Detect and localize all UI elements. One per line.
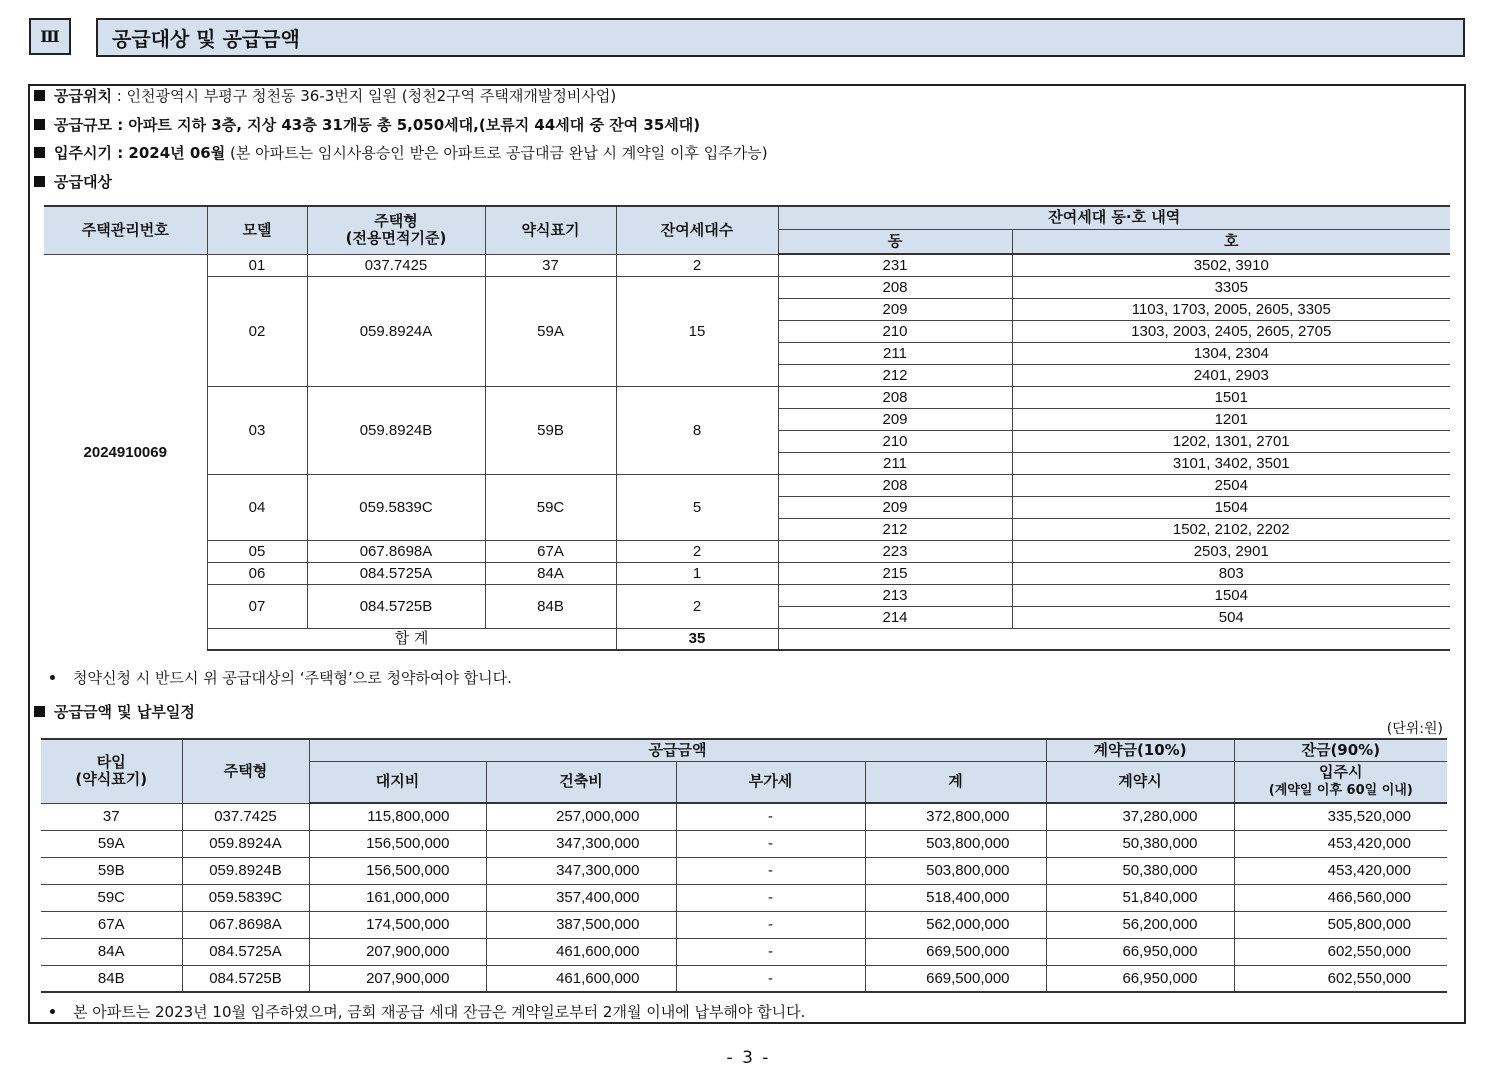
balance-cell: 453,420,000 <box>1234 830 1447 857</box>
price-row <box>41 803 1447 830</box>
dong-cell: 208 <box>778 474 1012 496</box>
land-cost-cell: 207,900,000 <box>309 965 486 992</box>
total-label: 합 계 <box>207 628 616 650</box>
movein-note: (본 아파트는 임시사용승인 받은 아파트로 공급대금 완납 시 계약일 이후 입주가능) <box>225 144 768 162</box>
sum-cell: 669,500,000 <box>865 965 1046 992</box>
price-row <box>41 911 1447 938</box>
ho-cell: 2401, 2903 <box>1012 364 1450 386</box>
balance-cell: 602,550,000 <box>1234 965 1447 992</box>
bullet-square-icon <box>34 90 45 101</box>
house-type-cell: 084.5725B <box>182 965 309 992</box>
balance-cell: 602,550,000 <box>1234 938 1447 965</box>
ho-cell: 1504 <box>1012 496 1450 518</box>
table-header-row <box>44 206 1450 229</box>
table-row <box>44 254 1450 276</box>
dong-cell: 231 <box>778 254 1012 276</box>
price-row <box>41 965 1447 992</box>
building-cost-cell: 461,600,000 <box>486 938 676 965</box>
short-cell: 59A <box>485 276 616 386</box>
supply-scale-line <box>34 116 700 134</box>
supply-location-label: 공급위치 <box>54 87 112 105</box>
supply-location-line <box>34 87 616 105</box>
header-sum: 계 <box>865 761 1046 803</box>
bullet-square-icon <box>34 706 45 717</box>
house-type-cell: 059.8924B <box>307 386 485 474</box>
sum-cell: 518,400,000 <box>865 884 1046 911</box>
dong-cell: 211 <box>778 452 1012 474</box>
building-cost-cell: 461,600,000 <box>486 965 676 992</box>
supply-price-table <box>41 738 1447 993</box>
dong-cell: 210 <box>778 430 1012 452</box>
dong-cell: 212 <box>778 518 1012 540</box>
land-cost-cell: 156,500,000 <box>309 857 486 884</box>
type-cell: 84A <box>41 938 182 965</box>
vat-cell: - <box>676 938 865 965</box>
house-type-cell: 059.8924B <box>182 857 309 884</box>
ho-cell: 1303, 2003, 2405, 2605, 2705 <box>1012 320 1450 342</box>
total-row <box>44 628 1450 650</box>
supply-target-table <box>44 205 1450 651</box>
dong-cell: 214 <box>778 606 1012 628</box>
deposit-cell: 51,840,000 <box>1046 884 1234 911</box>
header-vat: 부가세 <box>676 761 865 803</box>
header-mgmt-no: 주택관리번호 <box>44 206 207 254</box>
ho-cell: 1501 <box>1012 386 1450 408</box>
building-cost-cell: 357,400,000 <box>486 884 676 911</box>
ho-cell: 1103, 1703, 2005, 2605, 3305 <box>1012 298 1450 320</box>
model-cell: 02 <box>207 276 307 386</box>
ho-cell: 2504 <box>1012 474 1450 496</box>
header-remaining: 잔여세대수 <box>616 206 778 254</box>
table-row <box>44 474 1450 496</box>
house-type-cell: 084.5725A <box>182 938 309 965</box>
supply-price-label: 공급금액 및 납부일정 <box>54 703 195 721</box>
dong-cell: 208 <box>778 386 1012 408</box>
ho-cell: 1202, 1301, 2701 <box>1012 430 1450 452</box>
vat-cell: - <box>676 803 865 830</box>
land-cost-cell: 156,500,000 <box>309 830 486 857</box>
ho-cell: 1504 <box>1012 584 1450 606</box>
house-type-cell: 037.7425 <box>182 803 309 830</box>
building-cost-cell: 257,000,000 <box>486 803 676 830</box>
balance-cell: 505,800,000 <box>1234 911 1447 938</box>
header-short: 약식표기 <box>485 206 616 254</box>
house-type-cell: 059.5839C <box>307 474 485 540</box>
sum-cell: 372,800,000 <box>865 803 1046 830</box>
ho-cell: 3101, 3402, 3501 <box>1012 452 1450 474</box>
header-balance-when-line2: (계약일 이후 60일 이내) <box>1268 783 1413 799</box>
price-row <box>41 830 1447 857</box>
building-cost-cell: 387,500,000 <box>486 911 676 938</box>
bullet-dot-icon <box>50 675 55 680</box>
ho-cell: 3502, 3910 <box>1012 254 1450 276</box>
sum-cell: 562,000,000 <box>865 911 1046 938</box>
movein-label: 입주시기 <box>54 144 112 162</box>
land-cost-cell: 161,000,000 <box>309 884 486 911</box>
vat-cell: - <box>676 857 865 884</box>
building-cost-cell: 347,300,000 <box>486 830 676 857</box>
sum-cell: 503,800,000 <box>865 830 1046 857</box>
movein-date: : 2024년 06월 <box>111 144 226 162</box>
dong-cell: 209 <box>778 496 1012 518</box>
header-detail: 잔여세대 동·호 내역 <box>778 206 1450 229</box>
movein-line <box>34 144 768 162</box>
price-row <box>41 938 1447 965</box>
price-row <box>41 884 1447 911</box>
vat-cell: - <box>676 830 865 857</box>
ho-cell: 3305 <box>1012 276 1450 298</box>
header-deposit-when: 계약시 <box>1046 761 1234 803</box>
house-type-cell: 067.8698A <box>307 540 485 562</box>
bullet-square-icon <box>34 147 45 158</box>
deposit-cell: 37,280,000 <box>1046 803 1234 830</box>
model-cell: 06 <box>207 562 307 584</box>
house-type-cell: 059.8924A <box>182 830 309 857</box>
vat-cell: - <box>676 911 865 938</box>
house-type-cell: 084.5725A <box>307 562 485 584</box>
table-row <box>44 276 1450 298</box>
deposit-cell: 50,380,000 <box>1046 830 1234 857</box>
house-type-cell: 059.5839C <box>182 884 309 911</box>
header-land: 대지비 <box>309 761 486 803</box>
table-row <box>44 386 1450 408</box>
balance-cell: 335,520,000 <box>1234 803 1447 830</box>
deposit-cell: 56,200,000 <box>1046 911 1234 938</box>
deposit-cell: 66,950,000 <box>1046 938 1234 965</box>
type-cell: 37 <box>41 803 182 830</box>
note-balance <box>50 1001 805 1022</box>
supply-scale-value: : 아파트 지하 3층, 지상 43층 31개동 총 5,050세대,(보류지 44세대 중 잔여 35세대) <box>111 116 701 134</box>
land-cost-cell: 115,800,000 <box>309 803 486 830</box>
house-type-cell: 059.8924A <box>307 276 485 386</box>
sum-cell: 503,800,000 <box>865 857 1046 884</box>
remaining-count-cell: 2 <box>616 540 778 562</box>
header-type-line1: 타입 <box>96 753 126 772</box>
ho-cell: 803 <box>1012 562 1450 584</box>
dong-cell: 223 <box>778 540 1012 562</box>
sum-cell: 669,500,000 <box>865 938 1046 965</box>
section-title: 공급대상 및 공급금액 <box>96 18 1465 57</box>
model-cell: 03 <box>207 386 307 474</box>
house-type-cell: 084.5725B <box>307 584 485 628</box>
header-dong: 동 <box>778 229 1012 254</box>
model-cell: 01 <box>207 254 307 276</box>
header-building: 건축비 <box>486 761 676 803</box>
type-cell: 84B <box>41 965 182 992</box>
balance-cell: 466,560,000 <box>1234 884 1447 911</box>
type-cell: 59C <box>41 884 182 911</box>
remaining-count-cell: 1 <box>616 562 778 584</box>
short-cell: 84B <box>485 584 616 628</box>
dong-cell: 208 <box>778 276 1012 298</box>
price-row <box>41 857 1447 884</box>
supply-target-heading <box>34 173 112 191</box>
deposit-cell: 50,380,000 <box>1046 857 1234 884</box>
header-type <box>41 739 182 803</box>
remaining-count-cell: 15 <box>616 276 778 386</box>
house-type-cell: 067.8698A <box>182 911 309 938</box>
bullet-square-icon <box>34 176 45 187</box>
header-house-type-line1: 주택형 <box>374 212 418 231</box>
land-cost-cell: 174,500,000 <box>309 911 486 938</box>
short-cell: 84A <box>485 562 616 584</box>
short-cell: 37 <box>485 254 616 276</box>
land-cost-cell: 207,900,000 <box>309 938 486 965</box>
vat-cell: - <box>676 884 865 911</box>
header-model: 모델 <box>207 206 307 254</box>
type-cell: 59A <box>41 830 182 857</box>
ho-cell: 504 <box>1012 606 1450 628</box>
ho-cell: 1201 <box>1012 408 1450 430</box>
section-number: Ⅲ <box>29 18 71 55</box>
deposit-cell: 66,950,000 <box>1046 965 1234 992</box>
note-supply-target <box>50 667 512 688</box>
short-cell: 67A <box>485 540 616 562</box>
page-number: - 3 - <box>726 1048 771 1068</box>
header-balance-when <box>1234 761 1447 803</box>
header-balance: 잔금(90%) <box>1234 739 1447 761</box>
header-supply-price: 공급금액 <box>309 739 1046 761</box>
dong-cell: 211 <box>778 342 1012 364</box>
header-ho: 호 <box>1012 229 1450 254</box>
total-value: 35 <box>616 628 778 650</box>
ho-cell: 1304, 2304 <box>1012 342 1450 364</box>
ho-cell: 2503, 2901 <box>1012 540 1450 562</box>
ho-cell: 1502, 2102, 2202 <box>1012 518 1450 540</box>
remaining-count-cell: 2 <box>616 584 778 628</box>
short-cell: 59C <box>485 474 616 540</box>
model-cell: 05 <box>207 540 307 562</box>
header-house-type-line2: (전용면적기준) <box>345 229 447 248</box>
dong-cell: 209 <box>778 298 1012 320</box>
remaining-count-cell: 2 <box>616 254 778 276</box>
building-cost-cell: 347,300,000 <box>486 857 676 884</box>
dong-cell: 209 <box>778 408 1012 430</box>
table-row <box>44 562 1450 584</box>
type-cell: 67A <box>41 911 182 938</box>
dong-cell: 215 <box>778 562 1012 584</box>
header-type-line2: (약식표기) <box>75 770 148 789</box>
header-house-type: 주택형 <box>182 739 309 803</box>
note-supply-target-text: 청약신청 시 반드시 위 공급대상의 ‘주택형’으로 청약하여야 합니다. <box>73 669 512 687</box>
bullet-dot-icon <box>50 1009 55 1014</box>
remaining-count-cell: 8 <box>616 386 778 474</box>
short-cell: 59B <box>485 386 616 474</box>
unit-label: (단위:원) <box>1386 721 1443 737</box>
table-row <box>44 540 1450 562</box>
dong-cell: 210 <box>778 320 1012 342</box>
model-cell: 04 <box>207 474 307 540</box>
total-blank <box>778 628 1450 650</box>
supply-location-value: : 인천광역시 부평구 청천동 36-3번지 일원 (청천2구역 주택재개발정비사업) <box>111 87 617 105</box>
note-balance-text: 본 아파트는 2023년 10월 입주하였으며, 금회 재공급 세대 잔금은 계약일로부터 2개월 이내에 납부해야 합니다. <box>73 1003 806 1021</box>
table-row <box>44 584 1450 606</box>
price-header-row <box>41 739 1447 761</box>
vat-cell: - <box>676 965 865 992</box>
type-cell: 59B <box>41 857 182 884</box>
mgmt-no-cell: 2024910069 <box>83 443 167 461</box>
dong-cell: 213 <box>778 584 1012 606</box>
balance-cell: 453,420,000 <box>1234 857 1447 884</box>
remaining-count-cell: 5 <box>616 474 778 540</box>
supply-price-heading <box>34 703 195 721</box>
dong-cell: 212 <box>778 364 1012 386</box>
model-cell: 07 <box>207 584 307 628</box>
supply-target-label: 공급대상 <box>54 173 112 191</box>
house-type-cell: 037.7425 <box>307 254 485 276</box>
bullet-square-icon <box>34 119 45 130</box>
supply-scale-label: 공급규모 <box>54 116 112 134</box>
header-balance-when-line1: 입주시 <box>1319 763 1363 782</box>
header-house-type <box>307 206 485 254</box>
header-deposit: 계약금(10%) <box>1046 739 1234 761</box>
